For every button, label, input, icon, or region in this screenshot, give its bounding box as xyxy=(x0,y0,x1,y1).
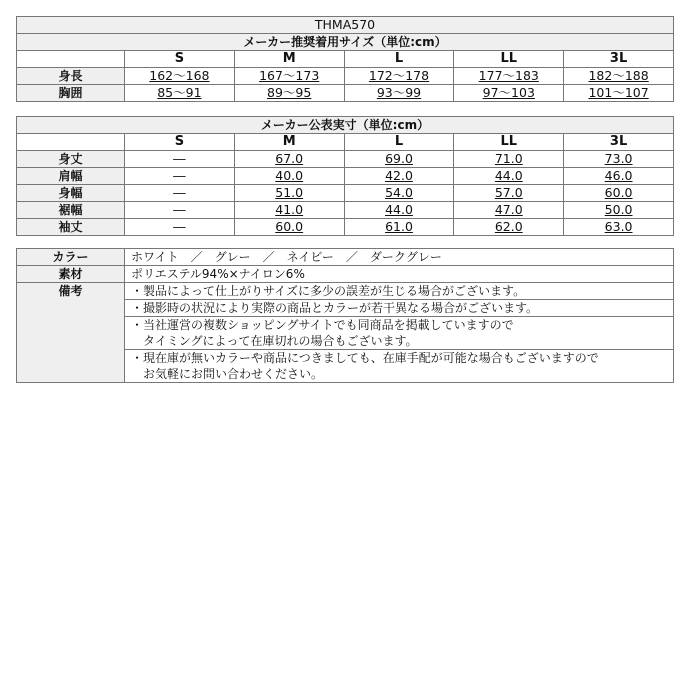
cell-value: 62.0 xyxy=(454,219,564,236)
cell-value: ― xyxy=(125,151,235,168)
row-label: 裾幅 xyxy=(17,202,125,219)
cell-value: 177～183 xyxy=(454,68,564,85)
note-line: ・当社運営の複数ショッピングサイトでも同商品を掲載していますので xyxy=(131,318,514,332)
row-label: 身幅 xyxy=(17,185,125,202)
blank-cell xyxy=(17,51,125,68)
table-row xyxy=(17,168,674,185)
recommended-title: メーカー推奨着用サイズ（単位:cm） xyxy=(17,34,674,51)
note-item xyxy=(125,300,674,317)
color-value: ホワイト ／ グレー ／ ネイビー ／ ダークグレー xyxy=(125,249,674,266)
note-line: タイミングによって在庫切れの場合もございます。 xyxy=(131,334,418,348)
color-label: カラー xyxy=(17,249,125,266)
product-info-table xyxy=(16,248,674,383)
size-header: L xyxy=(344,134,454,151)
cell-value: 182～188 xyxy=(564,68,674,85)
recommended-size-table xyxy=(16,16,674,102)
size-header: S xyxy=(125,134,235,151)
material-row xyxy=(17,266,674,283)
cell-value: 93～99 xyxy=(344,85,454,102)
measurement-title: メーカー公表実寸（単位:cm） xyxy=(17,117,674,134)
cell-value: 54.0 xyxy=(344,185,454,202)
cell-value: ― xyxy=(125,219,235,236)
cell-value: 57.0 xyxy=(454,185,564,202)
cell-value: 41.0 xyxy=(234,202,344,219)
note-line: ・撮影時の状況により実際の商品とカラーが若干異なる場合がございます。 xyxy=(131,301,539,315)
cell-value: 101～107 xyxy=(564,85,674,102)
size-header: 3L xyxy=(564,134,674,151)
cell-value: 63.0 xyxy=(564,219,674,236)
cell-value: 71.0 xyxy=(454,151,564,168)
size-header: 3L xyxy=(564,51,674,68)
note-item xyxy=(125,317,674,350)
cell-value: 42.0 xyxy=(344,168,454,185)
cell-value: 40.0 xyxy=(234,168,344,185)
cell-value: ― xyxy=(125,185,235,202)
cell-value: 97～103 xyxy=(454,85,564,102)
table-row xyxy=(17,68,674,85)
table-row xyxy=(17,85,674,102)
note-line: ・製品によって仕上がりサイズに多少の誤差が生じる場合がございます。 xyxy=(131,284,526,298)
material-label: 素材 xyxy=(17,266,125,283)
material-value: ポリエステル94%×ナイロン6% xyxy=(125,266,674,283)
size-header-row xyxy=(17,134,674,151)
size-header: M xyxy=(234,51,344,68)
size-header: M xyxy=(234,134,344,151)
note-line: ・現在庫が無いカラーや商品につきましても、在庫手配が可能な場合もございますので xyxy=(131,351,599,365)
cell-value: 60.0 xyxy=(234,219,344,236)
cell-value: 73.0 xyxy=(564,151,674,168)
row-label: 身長 xyxy=(17,68,125,85)
cell-value: 61.0 xyxy=(344,219,454,236)
product-code: THMA570 xyxy=(17,17,674,34)
table-row xyxy=(17,219,674,236)
blank-cell xyxy=(17,134,125,151)
cell-value: 85～91 xyxy=(125,85,235,102)
size-header: LL xyxy=(454,134,564,151)
row-label: 身丈 xyxy=(17,151,125,168)
notes-label: 備考 xyxy=(17,283,125,383)
note-item xyxy=(125,283,674,300)
notes-row xyxy=(17,283,674,300)
size-header: L xyxy=(344,51,454,68)
note-line: お気軽にお問い合わせください。 xyxy=(131,367,324,381)
cell-value: 51.0 xyxy=(234,185,344,202)
size-header: S xyxy=(125,51,235,68)
measurement-table xyxy=(16,116,674,236)
cell-value: 46.0 xyxy=(564,168,674,185)
note-item xyxy=(125,350,674,383)
row-label: 袖丈 xyxy=(17,219,125,236)
cell-value: ― xyxy=(125,202,235,219)
row-label: 肩幅 xyxy=(17,168,125,185)
cell-value: 60.0 xyxy=(564,185,674,202)
cell-value: 44.0 xyxy=(454,168,564,185)
color-row xyxy=(17,249,674,266)
cell-value: 172～178 xyxy=(344,68,454,85)
table-row xyxy=(17,151,674,168)
row-label: 胸囲 xyxy=(17,85,125,102)
cell-value: 167～173 xyxy=(234,68,344,85)
size-header: LL xyxy=(454,51,564,68)
cell-value: 69.0 xyxy=(344,151,454,168)
cell-value: ― xyxy=(125,168,235,185)
cell-value: 67.0 xyxy=(234,151,344,168)
table-row xyxy=(17,185,674,202)
cell-value: 47.0 xyxy=(454,202,564,219)
cell-value: 89～95 xyxy=(234,85,344,102)
cell-value: 50.0 xyxy=(564,202,674,219)
cell-value: 162～168 xyxy=(125,68,235,85)
table-row xyxy=(17,202,674,219)
size-header-row xyxy=(17,51,674,68)
cell-value: 44.0 xyxy=(344,202,454,219)
